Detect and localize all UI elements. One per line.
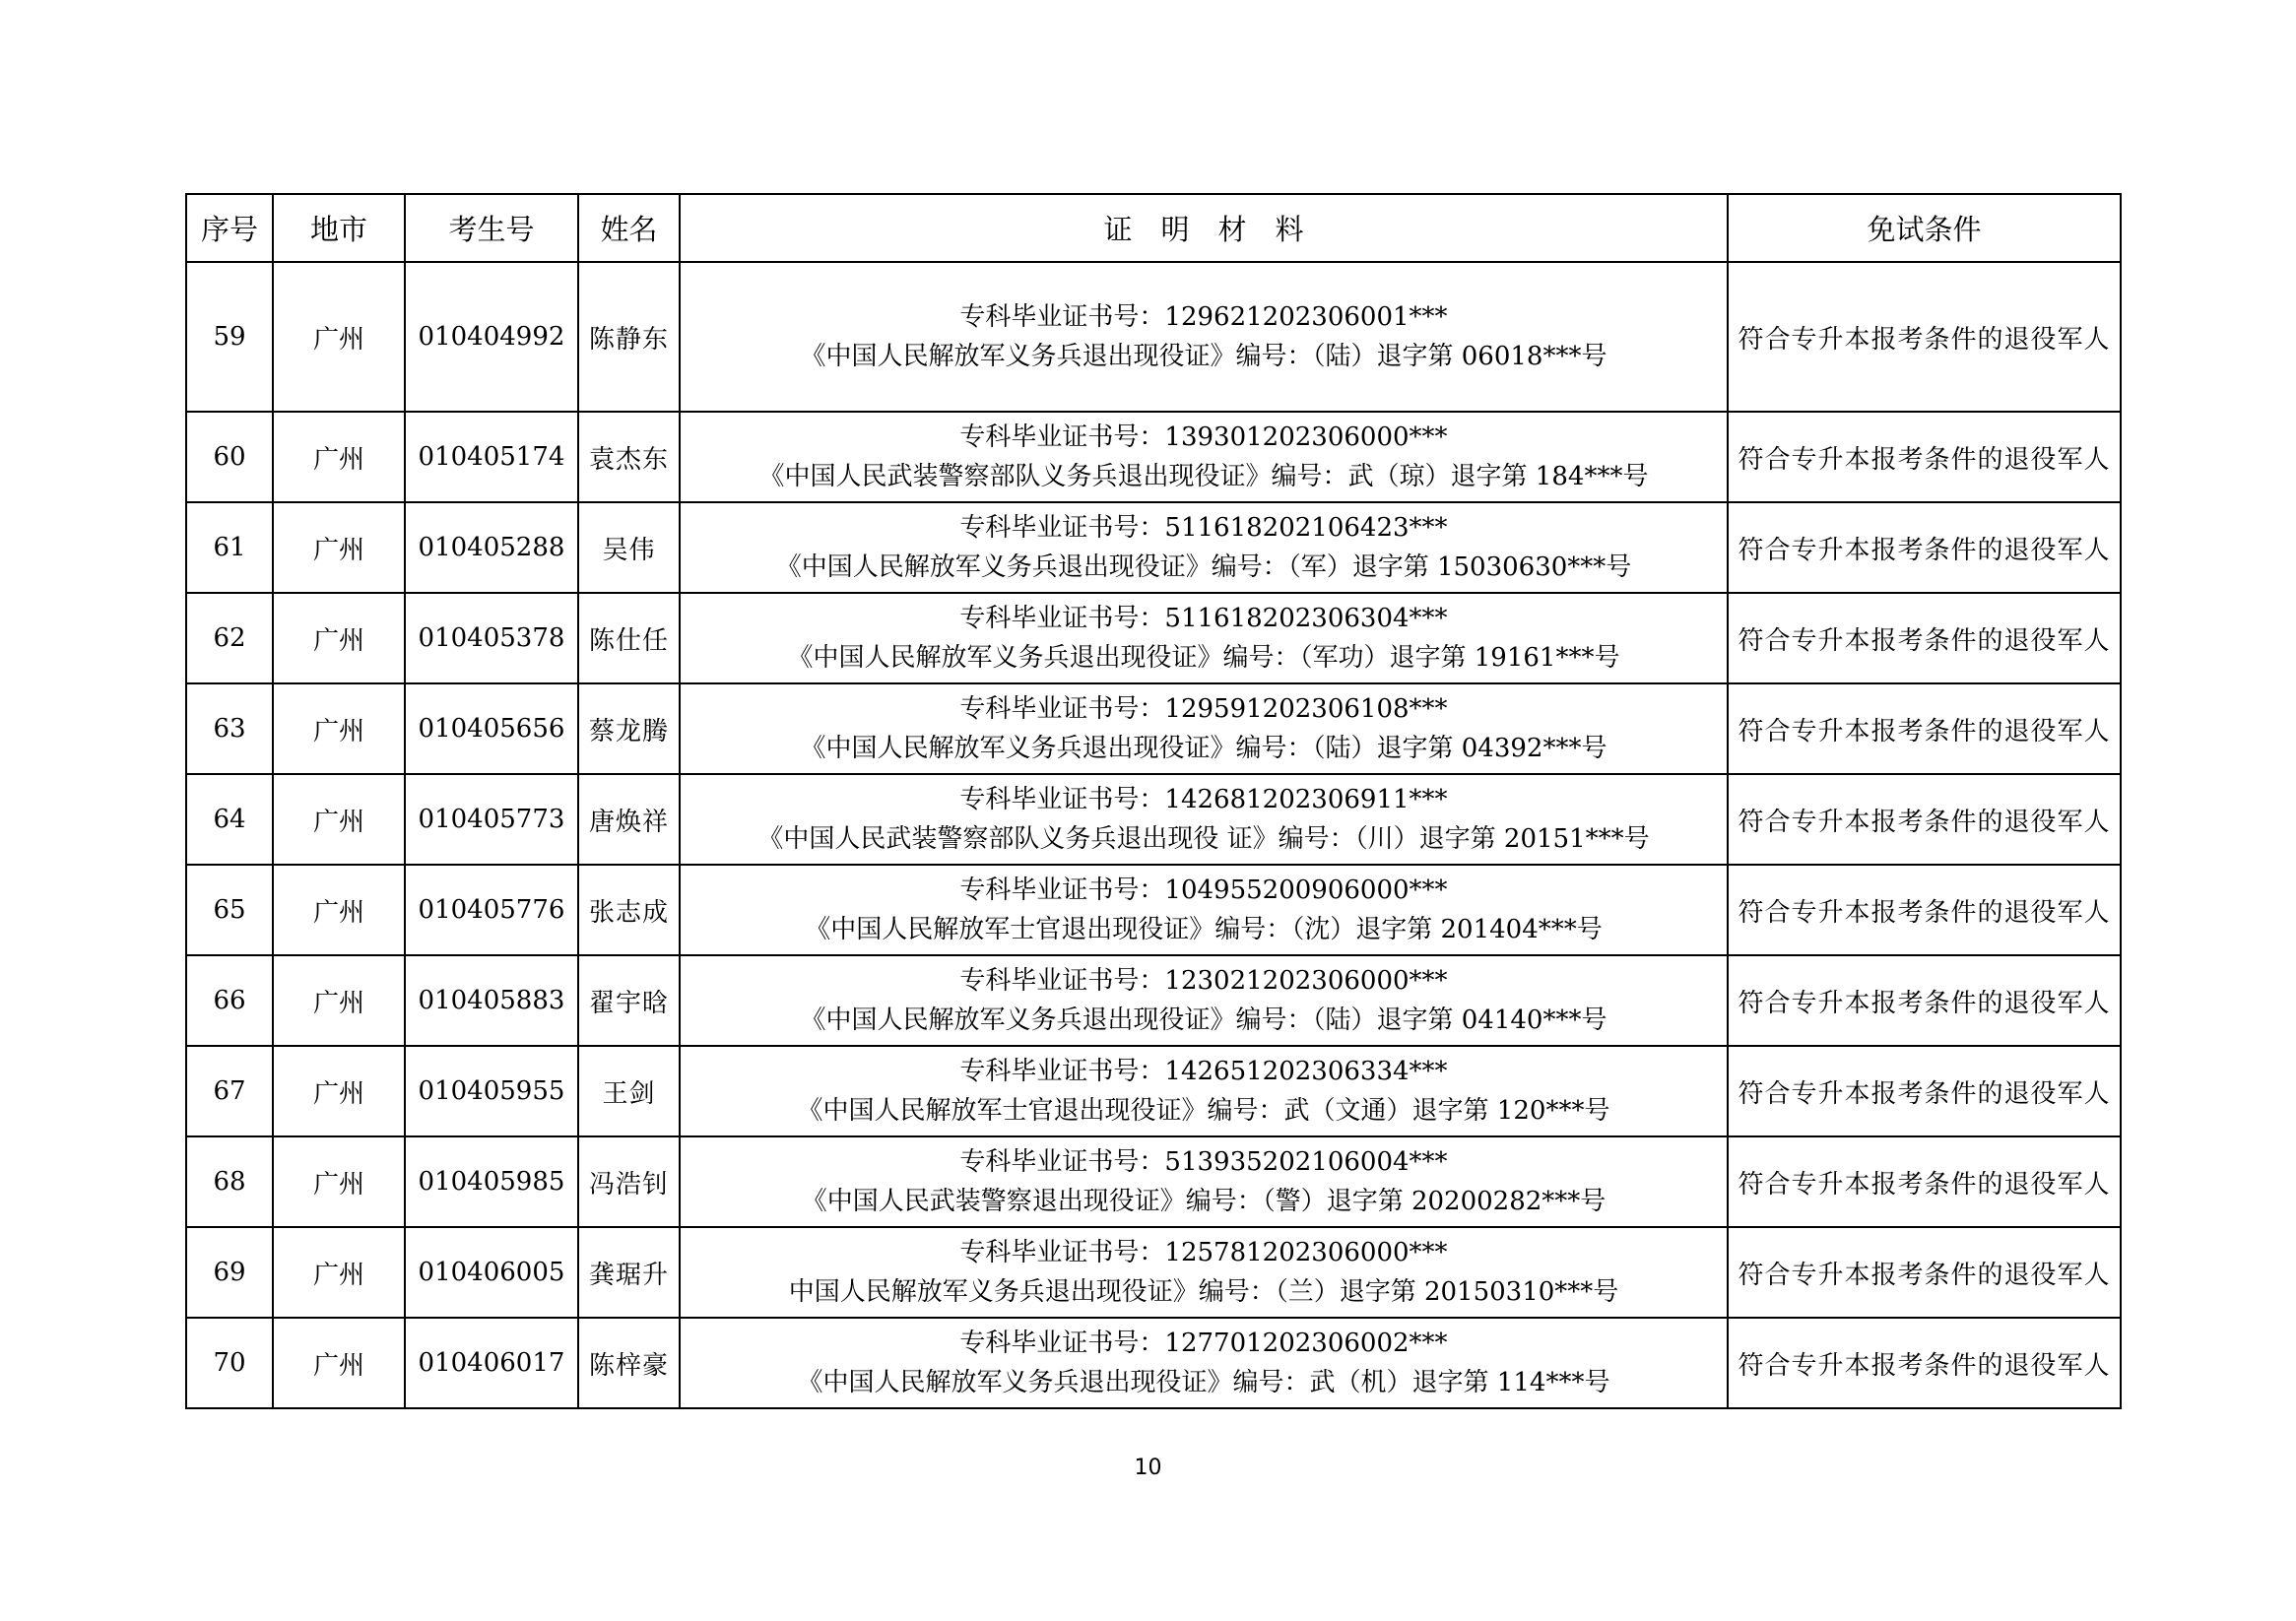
table-row: [186, 1227, 2121, 1318]
cell-city: 广州: [273, 1227, 405, 1318]
header-exam-id: 考生号: [405, 194, 578, 262]
diploma-number: 专科毕业证书号：129591202306108***: [959, 694, 1448, 724]
cell-seq: 64: [186, 774, 273, 865]
discharge-certificate: 《中国人民武装警察部队义务兵退出现役 证》编号：（川）退字第 20151***号: [757, 824, 1650, 854]
diploma-number: 专科毕业证书号：513935202106004***: [959, 1147, 1448, 1177]
cell-seq: 69: [186, 1227, 273, 1318]
cell-material: [680, 1227, 1728, 1318]
discharge-certificate: 《中国人民解放军义务兵退出现役证》编号：武（机）退字第 114***号: [797, 1368, 1610, 1397]
cell-seq: 65: [186, 865, 273, 955]
table-row: [186, 1318, 2121, 1408]
discharge-certificate: 《中国人民解放军义务兵退出现役证》编号：（陆）退字第 06018***号: [800, 342, 1607, 371]
cell-seq: 68: [186, 1136, 273, 1227]
cell-material: [680, 774, 1728, 865]
diploma-number: 专科毕业证书号：104955200906000***: [959, 875, 1448, 905]
cell-city: 广州: [273, 593, 405, 683]
cell-exam-id: 010405985: [405, 1136, 578, 1227]
cell-seq: 59: [186, 262, 273, 412]
cell-city: 广州: [273, 1046, 405, 1136]
cell-condition: 符合专升本报考条件的退役军人: [1728, 1318, 2121, 1408]
cell-name: 张志成: [578, 865, 680, 955]
header-city: 地市: [273, 194, 405, 262]
diploma-number: 专科毕业证书号：125781202306000***: [959, 1238, 1448, 1267]
cell-seq: 60: [186, 412, 273, 502]
cell-condition: 符合专升本报考条件的退役军人: [1728, 683, 2121, 774]
cell-name: 陈梓豪: [578, 1318, 680, 1408]
cell-name: 冯浩钊: [578, 1136, 680, 1227]
diploma-number: 专科毕业证书号：142681202306911***: [959, 785, 1448, 814]
cell-seq: 61: [186, 502, 273, 593]
cell-condition: 符合专升本报考条件的退役军人: [1728, 865, 2121, 955]
table-row: [186, 774, 2121, 865]
cell-condition: 符合专升本报考条件的退役军人: [1728, 1136, 2121, 1227]
cell-exam-id: 010406017: [405, 1318, 578, 1408]
discharge-certificate: 《中国人民解放军义务兵退出现役证》编号：（陆）退字第 04140***号: [800, 1005, 1607, 1035]
cell-exam-id: 010405883: [405, 955, 578, 1046]
table-body: [186, 262, 2121, 1408]
diploma-number: 专科毕业证书号：511618202306304***: [959, 604, 1448, 633]
cell-exam-id: 010405378: [405, 593, 578, 683]
discharge-certificate: 《中国人民解放军义务兵退出现役证》编号：（军功）退字第 19161***号: [787, 643, 1620, 673]
cell-city: 广州: [273, 683, 405, 774]
cell-name: 龚琚升: [578, 1227, 680, 1318]
discharge-certificate: 《中国人民解放军义务兵退出现役证》编号：（军）退字第 15030630***号: [775, 552, 1632, 582]
table-row: [186, 683, 2121, 774]
cell-name: 陈仕任: [578, 593, 680, 683]
cell-material: [680, 683, 1728, 774]
cell-seq: 66: [186, 955, 273, 1046]
cell-name: 王剑: [578, 1046, 680, 1136]
discharge-certificate: 中国人民解放军义务兵退出现役证》编号：（兰）退字第 20150310***号: [788, 1277, 1619, 1307]
exemption-roster-table: [185, 193, 2122, 1409]
cell-exam-id: 010405776: [405, 865, 578, 955]
cell-city: 广州: [273, 1136, 405, 1227]
diploma-number: 专科毕业证书号：142651202306334***: [959, 1057, 1448, 1086]
cell-seq: 63: [186, 683, 273, 774]
cell-exam-id: 010406005: [405, 1227, 578, 1318]
cell-condition: 符合专升本报考条件的退役军人: [1728, 774, 2121, 865]
cell-city: 广州: [273, 865, 405, 955]
cell-exam-id: 010404992: [405, 262, 578, 412]
cell-material: [680, 502, 1728, 593]
header-seq: 序号: [186, 194, 273, 262]
discharge-certificate: 《中国人民武装警察退出现役证》编号：（警）退字第 20200282***号: [801, 1187, 1607, 1216]
cell-material: [680, 412, 1728, 502]
header-condition: 免试条件: [1728, 194, 2121, 262]
cell-seq: 62: [186, 593, 273, 683]
cell-name: 翟宇晗: [578, 955, 680, 1046]
header-name: 姓名: [578, 194, 680, 262]
cell-material: [680, 593, 1728, 683]
table-row: [186, 593, 2121, 683]
cell-exam-id: 010405656: [405, 683, 578, 774]
cell-material: [680, 1046, 1728, 1136]
diploma-number: 专科毕业证书号：511618202106423***: [959, 513, 1448, 543]
cell-name: 陈静东: [578, 262, 680, 412]
cell-exam-id: 010405773: [405, 774, 578, 865]
table-row: [186, 865, 2121, 955]
cell-city: 广州: [273, 262, 405, 412]
diploma-number: 专科毕业证书号：127701202306002***: [959, 1329, 1448, 1358]
cell-condition: 符合专升本报考条件的退役军人: [1728, 1227, 2121, 1318]
cell-exam-id: 010405955: [405, 1046, 578, 1136]
cell-condition: 符合专升本报考条件的退役军人: [1728, 262, 2121, 412]
cell-seq: 67: [186, 1046, 273, 1136]
cell-material: [680, 955, 1728, 1046]
cell-condition: 符合专升本报考条件的退役军人: [1728, 412, 2121, 502]
diploma-number: 专科毕业证书号：139301202306000***: [959, 422, 1448, 452]
diploma-number: 专科毕业证书号：129621202306001***: [959, 302, 1448, 332]
cell-name: 唐焕祥: [578, 774, 680, 865]
cell-city: 广州: [273, 774, 405, 865]
table-row: [186, 502, 2121, 593]
discharge-certificate: 《中国人民解放军义务兵退出现役证》编号：（陆）退字第 04392***号: [800, 734, 1607, 763]
diploma-number: 专科毕业证书号：123021202306000***: [959, 966, 1448, 996]
table-row: [186, 412, 2121, 502]
cell-name: 袁杰东: [578, 412, 680, 502]
discharge-certificate: 《中国人民武装警察部队义务兵退出现役证》编号：武（琼）退字第 184***号: [758, 462, 1649, 491]
cell-material: [680, 1318, 1728, 1408]
cell-seq: 70: [186, 1318, 273, 1408]
table-row: [186, 262, 2121, 412]
table-row: [186, 955, 2121, 1046]
cell-name: 吴伟: [578, 502, 680, 593]
cell-city: 广州: [273, 955, 405, 1046]
cell-material: [680, 865, 1728, 955]
discharge-certificate: 《中国人民解放军士官退出现役证》编号：武（文通）退字第 120***号: [797, 1096, 1610, 1126]
cell-condition: 符合专升本报考条件的退役军人: [1728, 502, 2121, 593]
cell-city: 广州: [273, 1318, 405, 1408]
cell-exam-id: 010405288: [405, 502, 578, 593]
cell-condition: 符合专升本报考条件的退役军人: [1728, 593, 2121, 683]
cell-condition: 符合专升本报考条件的退役军人: [1728, 955, 2121, 1046]
table-row: [186, 1046, 2121, 1136]
header-material: 证 明 材 料: [680, 194, 1728, 262]
cell-condition: 符合专升本报考条件的退役军人: [1728, 1046, 2121, 1136]
discharge-certificate: 《中国人民解放军士官退出现役证》编号：（沈）退字第 201404***号: [805, 915, 1603, 944]
cell-exam-id: 010405174: [405, 412, 578, 502]
cell-name: 蔡龙腾: [578, 683, 680, 774]
cell-material: [680, 1136, 1728, 1227]
cell-city: 广州: [273, 412, 405, 502]
page-number: 10: [1134, 1456, 1162, 1480]
table-row: [186, 1136, 2121, 1227]
cell-city: 广州: [273, 502, 405, 593]
table-header-row: [186, 194, 2121, 262]
cell-material: [680, 262, 1728, 412]
